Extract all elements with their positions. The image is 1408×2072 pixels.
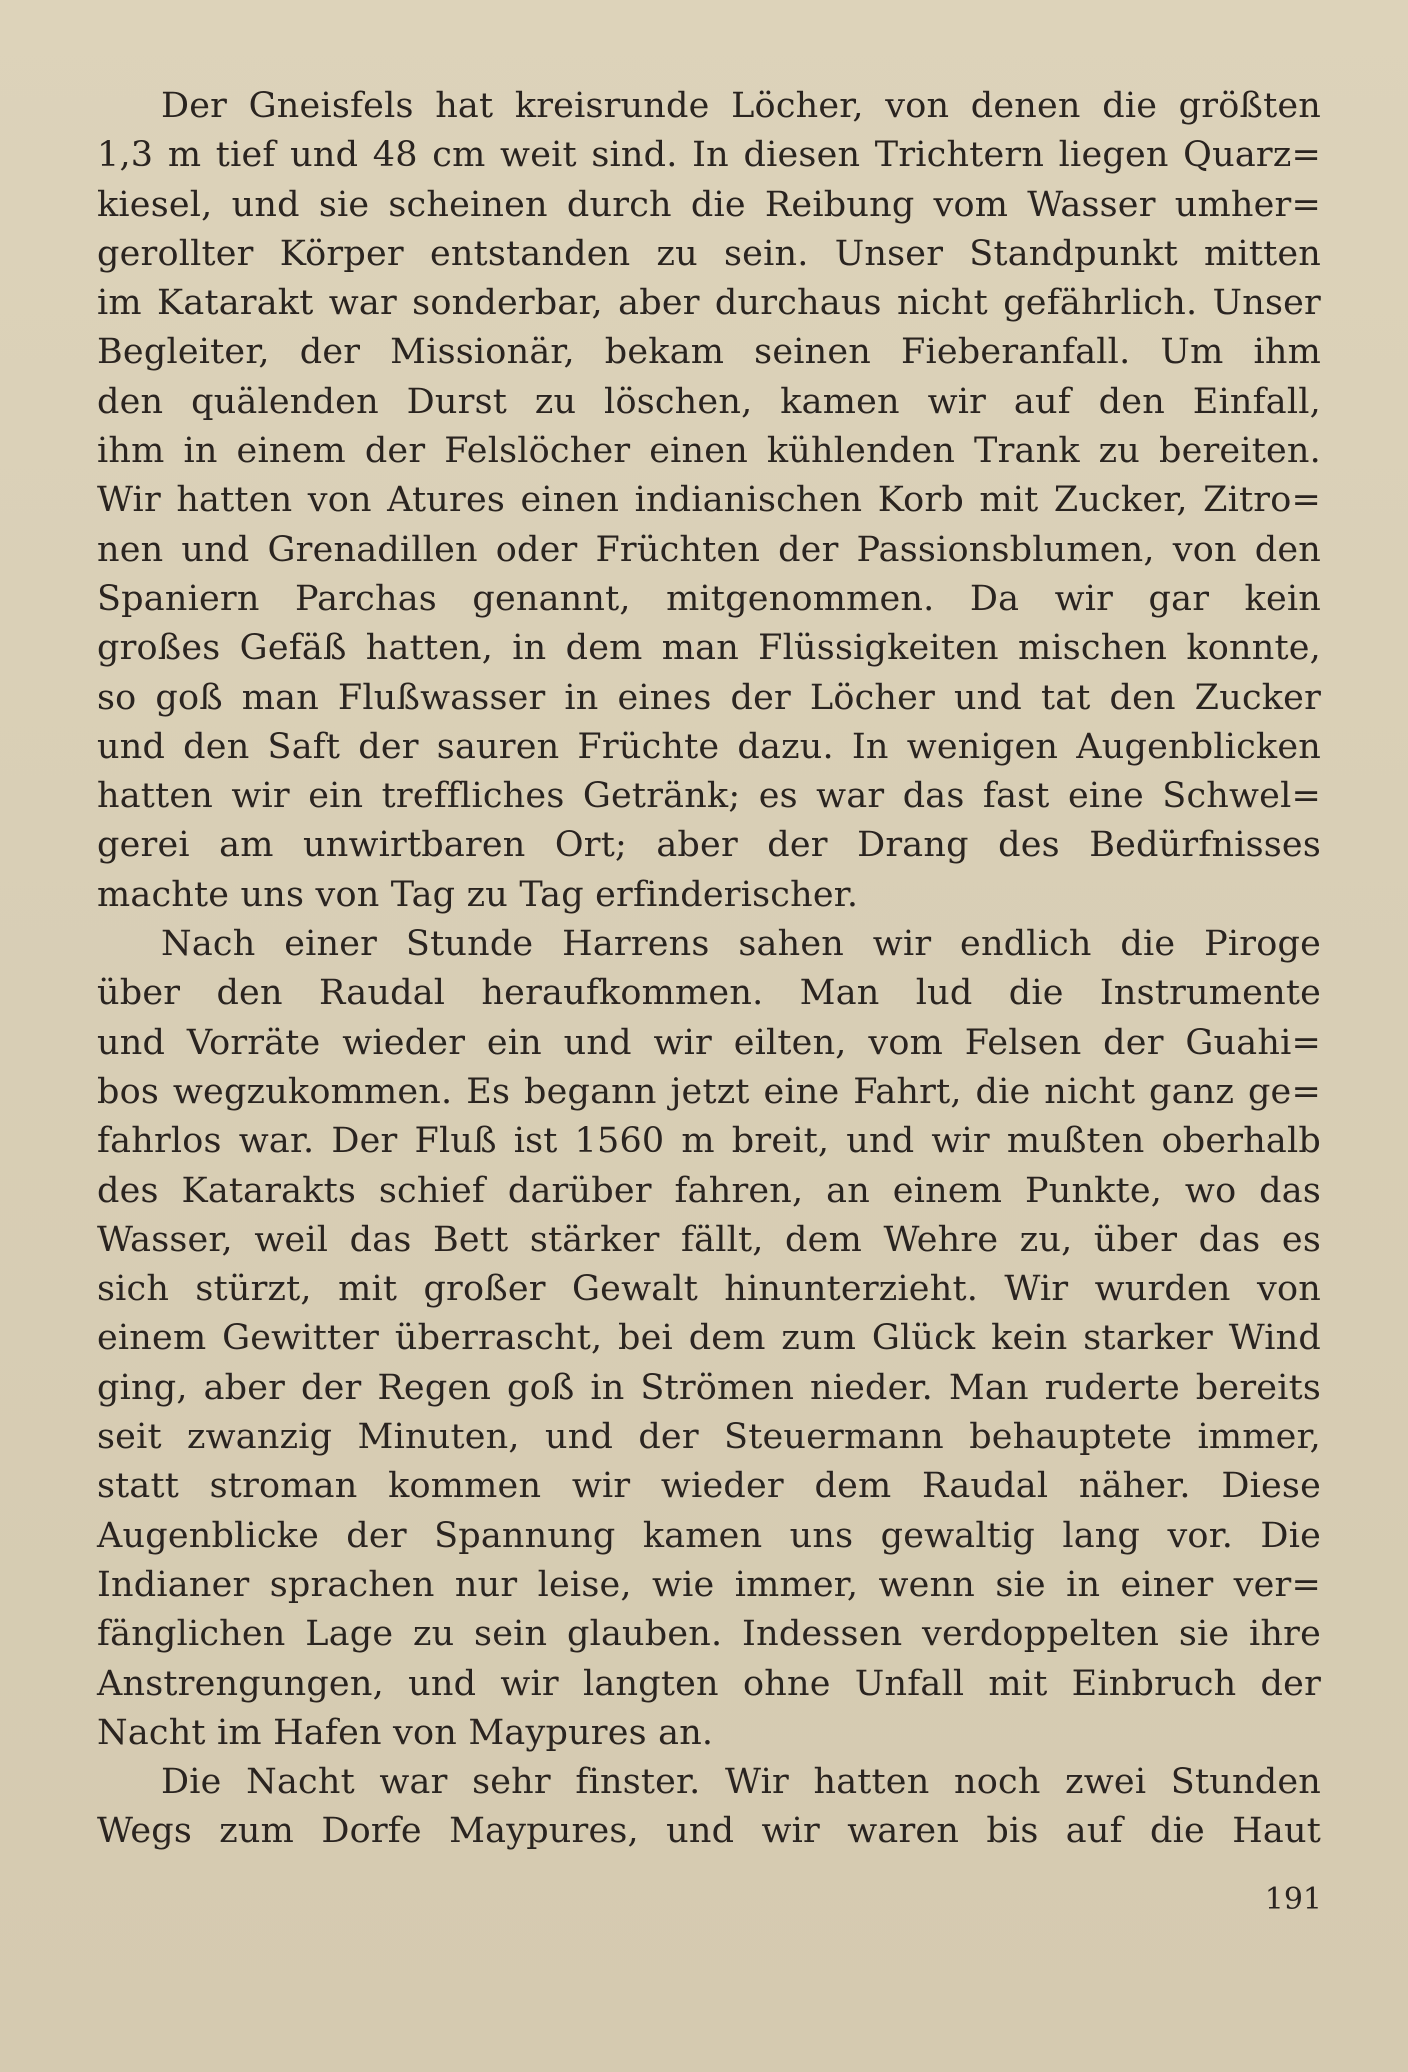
- text-line: Anstrengungen, und wir langten ohne Unfall mit Einbruch der: [97, 1663, 1321, 1704]
- text-line: nen und Grenadillen oder Früchten der Passionsblumen, von den: [97, 529, 1321, 570]
- text-line: fahrlos war. Der Fluß ist 1560 m breit, und wir mußten oberhalb: [97, 1121, 1321, 1162]
- body-text: [97, 82, 1321, 1857]
- page-number: 191: [1264, 1882, 1322, 1917]
- text-line: im Katarakt war sonderbar, aber durchaus nicht gefährlich. Unser: [97, 283, 1321, 324]
- text-line: hatten wir ein treffliches Getränk; es war das fast eine Schwel=: [97, 776, 1321, 817]
- text-line: gerollter Körper entstanden zu sein. Unser Standpunkt mitten: [97, 233, 1321, 274]
- text-line-paragraph-end: Nacht im Hafen von Maypures an.: [97, 1712, 714, 1753]
- text-line: ihm in einem der Felslöcher einen kühlenden Trank zu bereiten.: [97, 431, 1321, 472]
- text-line-paragraph-end: machte uns von Tag zu Tag erfinderischer.: [97, 874, 859, 915]
- text-line: fänglichen Lage zu sein glauben. Indessen verdoppelten sie ihre: [97, 1614, 1321, 1655]
- text-line: einem Gewitter überrascht, bei dem zum Glück kein starker Wind: [97, 1318, 1321, 1359]
- text-line: des Katarakts schief darüber fahren, an einem Punkte, wo das: [97, 1170, 1321, 1211]
- text-line: ging, aber der Regen goß in Strömen nieder. Man ruderte bereits: [97, 1367, 1321, 1408]
- text-line-paragraph-start: Der Gneisfels hat kreisrunde Löcher, von denen die größten: [161, 86, 1321, 126]
- text-line: Augenblicke der Spannung kamen uns gewaltig lang vor. Die: [97, 1515, 1321, 1556]
- text-line: Begleiter, der Missionär, bekam seinen Fieberanfall. Um ihm: [97, 332, 1321, 373]
- text-line: 1,3 m tief und 48 cm weit sind. In diesen Trichtern liegen Quarz=: [97, 135, 1321, 176]
- text-line: bos wegzukommen. Es begann jetzt eine Fahrt, die nicht ganz ge=: [97, 1071, 1321, 1112]
- text-line: seit zwanzig Minuten, und der Steuermann behauptete immer,: [97, 1417, 1321, 1458]
- text-line-paragraph-start: Nach einer Stunde Harrens sahen wir endlich die Piroge: [161, 924, 1321, 965]
- text-line: sich stürzt, mit großer Gewalt hinunterzieht. Wir wurden von: [97, 1269, 1321, 1310]
- text-line: und den Saft der sauren Früchte dazu. In wenigen Augenblicken: [97, 726, 1321, 767]
- text-line: Indianer sprachen nur leise, wie immer, wenn sie in einer ver=: [97, 1564, 1321, 1605]
- text-line: über den Raudal heraufkommen. Man lud die Instrumente: [97, 973, 1321, 1014]
- text-line: kiesel, und sie scheinen durch die Reibung vom Wasser umher=: [97, 184, 1321, 225]
- text-line: großes Gefäß hatten, in dem man Flüssigkeiten mischen konnte,: [97, 628, 1321, 669]
- text-line: den quälenden Durst zu löschen, kamen wir auf den Einfall,: [97, 381, 1321, 422]
- text-line: so goß man Flußwasser in eines der Löcher und tat den Zucker: [97, 677, 1321, 718]
- text-line: und Vorräte wieder ein und wir eilten, vom Felsen der Guahi=: [97, 1022, 1321, 1063]
- text-line: gerei am unwirtbaren Ort; aber der Drang des Bedürfnisses: [97, 825, 1321, 866]
- text-line: Wegs zum Dorfe Maypures, und wir waren bis auf die Haut: [97, 1811, 1321, 1852]
- text-line: statt stroman kommen wir wieder dem Raudal näher. Diese: [97, 1466, 1321, 1507]
- text-line: Spaniern Parchas genannt, mitgenommen. Da wir gar kein: [97, 578, 1321, 619]
- text-line: Wir hatten von Atures einen indianischen Korb mit Zucker, Zitro=: [97, 480, 1321, 521]
- text-line: Wasser, weil das Bett stärker fällt, dem Wehre zu, über das es: [97, 1219, 1321, 1260]
- text-line-paragraph-start: Die Nacht war sehr finster. Wir hatten noch zwei Stunden: [161, 1762, 1321, 1803]
